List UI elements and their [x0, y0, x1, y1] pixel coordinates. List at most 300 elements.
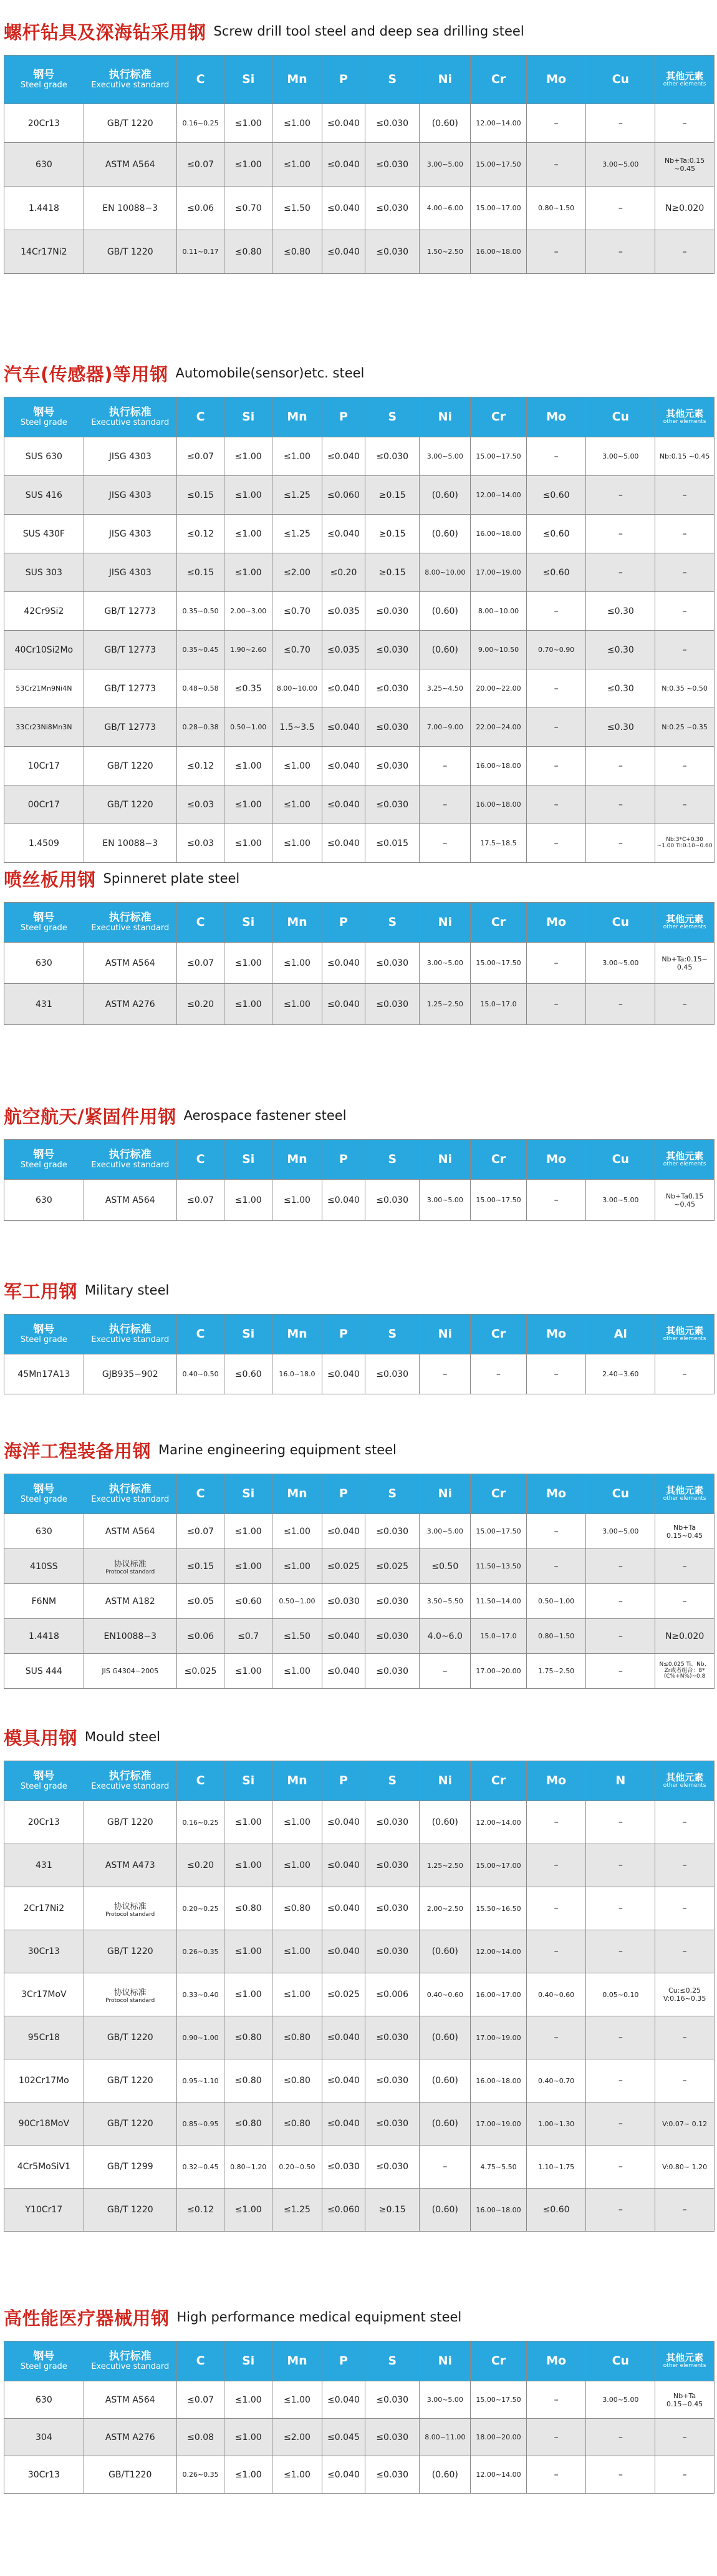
cell-standard: GJB935−902	[84, 1354, 176, 1394]
cell-s: ≤0.030	[365, 1930, 420, 1973]
cell-cu: –	[586, 187, 655, 230]
cell-other-elements: N≤0.025 Ti、Nb、Zr或者组合：8*(C%+N%)~0.8	[655, 1654, 715, 1689]
cell-s: ≤0.030	[365, 1180, 420, 1221]
cell-mo: –	[526, 592, 586, 631]
cell-mo: 0.80~1.50	[526, 1619, 586, 1654]
header-grade	[4, 56, 84, 104]
cell-mn: ≤1.00	[272, 437, 322, 476]
cell-standard	[84, 1549, 176, 1584]
cell-si: ≤1.00	[224, 1180, 272, 1221]
cell-standard: JISG 4303	[84, 515, 176, 553]
cell-mn: ≤1.00	[272, 2456, 322, 2494]
cell-p: ≤0.040	[322, 1887, 365, 1930]
cell-c: 0.26~0.35	[176, 1930, 224, 1973]
cell-other-elements: –	[655, 1801, 715, 1844]
cell-mo: ≤0.60	[526, 515, 586, 553]
header-element-n: N	[586, 1761, 655, 1801]
cell-n: –	[586, 2059, 655, 2102]
cell-standard: EN 10088−3	[84, 824, 176, 863]
cell-mo: 1.10~1.75	[526, 2146, 586, 2189]
composition-table	[4, 397, 715, 863]
cell-mn: ≤0.70	[272, 631, 322, 669]
cell-cr: 15.00~17.50	[471, 1514, 526, 1549]
cell-cr: –	[471, 1354, 526, 1394]
cell-n: –	[586, 2189, 655, 2232]
header-standard	[84, 1315, 176, 1354]
cell-grade: 10Cr17	[4, 747, 84, 785]
cell-si: ≤0.80	[224, 2059, 272, 2102]
header-element-s: S	[365, 56, 420, 104]
cell-si: ≤0.35	[224, 669, 272, 708]
cell-c: 0.16~0.25	[176, 104, 224, 143]
cell-c: 0.33~0.40	[176, 1973, 224, 2016]
cell-si: ≤1.00	[224, 1801, 272, 1844]
cell-mn: ≤1.00	[272, 143, 322, 187]
cell-n: –	[586, 1801, 655, 1844]
cell-mo: ≤0.60	[526, 553, 586, 592]
cell-other-elements: Nb+Ta 0.15~0.45	[655, 2381, 715, 2419]
cell-cr: 17.00~19.00	[471, 2016, 526, 2059]
cell-al: 2.40~3.60	[586, 1354, 655, 1394]
cell-standard: GB/T 1220	[84, 104, 176, 143]
cell-s: ≤0.030	[365, 631, 420, 669]
table-header-row	[4, 1761, 715, 1801]
cell-standard	[84, 1973, 176, 2016]
section-title-cn: 军工用钢	[4, 1280, 78, 1302]
cell-standard: GB/T 12773	[84, 592, 176, 631]
cell-mo: –	[526, 785, 586, 824]
cell-c: ≤0.07	[176, 2381, 224, 2419]
cell-ni: (0.60)	[420, 631, 471, 669]
header-element-c: C	[176, 903, 224, 943]
cell-ni: (0.60)	[420, 476, 471, 515]
cell-p: ≤0.040	[322, 2059, 365, 2102]
cell-c: 0.26~0.35	[176, 2456, 224, 2494]
table-row	[4, 708, 715, 747]
header-other-en: other elements	[663, 923, 706, 930]
table-row	[4, 2146, 715, 2189]
cell-mo: –	[526, 1354, 586, 1394]
cell-si: 0.50~1.00	[224, 708, 272, 747]
cell-mo: 0.50~1.00	[526, 1584, 586, 1619]
header-element-mn: Mn	[272, 1761, 322, 1801]
cell-mo: 0.80~1.50	[526, 187, 586, 230]
header-element-s: S	[365, 1315, 420, 1354]
cell-c: 0.95~1.10	[176, 2059, 224, 2102]
header-other-en: other elements	[663, 1160, 706, 1167]
header-standard-en: Executive standard	[91, 923, 170, 933]
header-grade-en: Steel grade	[20, 1494, 67, 1504]
cell-mn: ≤0.70	[272, 592, 322, 631]
cell-other-elements: N:0.25 ~0.35	[655, 708, 715, 747]
cell-grade: 1.4509	[4, 824, 84, 863]
cell-p: ≤0.035	[322, 631, 365, 669]
section-title-cn: 高性能医疗器械用钢	[4, 2307, 170, 2329]
section-title-en: High performance medical equipment steel	[176, 2310, 462, 2325]
cell-cr: 15.00~17.50	[471, 943, 526, 984]
cell-cr: 12.00~14.00	[471, 1801, 526, 1844]
table-row	[4, 1654, 715, 1689]
cell-mn: ≤1.00	[272, 2381, 322, 2419]
cell-si: ≤1.00	[224, 747, 272, 785]
cell-p: ≤0.040	[322, 2016, 365, 2059]
cell-cr: 12.00~14.00	[471, 2456, 526, 2494]
cell-s: ≤0.025	[365, 1549, 420, 1584]
cell-other-elements: –	[655, 230, 715, 274]
cell-cu: –	[586, 1619, 655, 1654]
header-standard	[84, 1761, 176, 1801]
cell-mo: 1.00~1.30	[526, 2102, 586, 2146]
cell-c: ≤0.05	[176, 1584, 224, 1619]
cell-standard: ASTM A564	[84, 1180, 176, 1221]
table-row	[4, 515, 715, 553]
cell-mn: ≤1.00	[272, 1930, 322, 1973]
cell-grade: 2Cr17Ni2	[4, 1887, 84, 1930]
cell-other-elements: –	[655, 1354, 715, 1394]
header-other-cn: 其他元素	[666, 1324, 704, 1336]
cell-ni: 8.00~10.00	[420, 553, 471, 592]
cell-c: ≤0.08	[176, 2419, 224, 2456]
cell-other-elements: Nb:3*C+0.30 ~1.00 Ti:0.10~0.60	[655, 824, 715, 863]
cell-c: ≤0.15	[176, 476, 224, 515]
section-title	[4, 361, 364, 386]
cell-si: ≤0.80	[224, 2102, 272, 2146]
cell-p: ≤0.040	[322, 437, 365, 476]
header-grade-en: Steel grade	[20, 1781, 67, 1791]
cell-ni: 4.00~6.00	[420, 187, 471, 230]
cell-si: ≤1.00	[224, 143, 272, 187]
cell-mn: ≤1.00	[272, 1844, 322, 1887]
header-element-c: C	[176, 1315, 224, 1354]
header-element-mo: Mo	[526, 2341, 586, 2381]
cell-mo: 1.75~2.50	[526, 1654, 586, 1689]
header-element-cr: Cr	[471, 2341, 526, 2381]
cell-standard	[84, 1887, 176, 1930]
cell-cu: –	[586, 1654, 655, 1689]
cell-p: ≤0.040	[322, 747, 365, 785]
header-other	[655, 56, 715, 104]
header-grade-en: Steel grade	[20, 417, 67, 427]
table-row	[4, 2102, 715, 2146]
section-title	[4, 1278, 169, 1303]
header-other-cn: 其他元素	[666, 1771, 704, 1783]
cell-si: ≤1.00	[224, 2419, 272, 2456]
cell-c: 0.48~0.58	[176, 669, 224, 708]
cell-si: ≤1.00	[224, 2189, 272, 2232]
cell-s: ≥0.15	[365, 553, 420, 592]
cell-cu: –	[586, 2419, 655, 2456]
cell-s: ≤0.030	[365, 1514, 420, 1549]
table-header-row	[4, 903, 715, 943]
cell-cr: 15.00~17.50	[471, 437, 526, 476]
cell-si: ≤1.00	[224, 2381, 272, 2419]
table-row	[4, 1887, 715, 1930]
cell-si: ≤0.70	[224, 187, 272, 230]
header-element-p: P	[322, 2341, 365, 2381]
cell-mo: –	[526, 143, 586, 187]
cell-standard: GB/T 1220	[84, 2016, 176, 2059]
standard-en: Protocol standard	[105, 1997, 155, 2004]
header-other-cn: 其他元素	[666, 407, 704, 419]
header-element-cr: Cr	[471, 1761, 526, 1801]
table-row	[4, 2381, 715, 2419]
cell-cr: 15.0~17.0	[471, 1619, 526, 1654]
cell-cr: 17.00~20.00	[471, 1654, 526, 1689]
cell-c: 0.85~0.95	[176, 2102, 224, 2146]
header-grade-cn: 钢号	[33, 68, 55, 81]
cell-ni: (0.60)	[420, 2016, 471, 2059]
cell-mn: 1.5~3.5	[272, 708, 322, 747]
header-element-cr: Cr	[471, 397, 526, 437]
cell-standard: GB/T1220	[84, 2456, 176, 2494]
cell-c: 0.16~0.25	[176, 1801, 224, 1844]
header-grade	[4, 1140, 84, 1180]
cell-cr: 16.00~18.00	[471, 785, 526, 824]
header-element-p: P	[322, 56, 365, 104]
header-element-cr: Cr	[471, 1474, 526, 1514]
cell-other-elements: –	[655, 2456, 715, 2494]
header-element-p: P	[322, 397, 365, 437]
cell-grade: 1.4418	[4, 187, 84, 230]
header-element-ni: Ni	[420, 397, 471, 437]
cell-s: ≤0.030	[365, 104, 420, 143]
cell-si: ≤1.00	[224, 437, 272, 476]
cell-p: ≤0.040	[322, 230, 365, 274]
cell-standard: JISG 4303	[84, 553, 176, 592]
header-other-cn: 其他元素	[666, 1150, 704, 1162]
cell-cr: 20.00~22.00	[471, 669, 526, 708]
cell-c: ≤0.12	[176, 515, 224, 553]
cell-other-elements: –	[655, 515, 715, 553]
header-grade-en: Steel grade	[20, 1160, 67, 1170]
cell-cu: –	[586, 104, 655, 143]
cell-other-elements: –	[655, 476, 715, 515]
header-element-s: S	[365, 1474, 420, 1514]
cell-mo: ≤0.60	[526, 476, 586, 515]
cell-p: ≤0.040	[322, 187, 365, 230]
section-title-cn: 航空航天/紧固件用钢	[4, 1106, 176, 1127]
cell-mn: 8.00~10.00	[272, 669, 322, 708]
table-row	[4, 104, 715, 143]
cell-mo: –	[526, 1844, 586, 1887]
cell-cu: –	[586, 2456, 655, 2494]
header-standard	[84, 903, 176, 943]
cell-grade: 410SS	[4, 1549, 84, 1584]
table-row	[4, 824, 715, 863]
header-grade	[4, 903, 84, 943]
cell-standard: GB/T 1220	[84, 747, 176, 785]
cell-grade: SUS 630	[4, 437, 84, 476]
cell-n: –	[586, 1930, 655, 1973]
cell-s: ≤0.030	[365, 669, 420, 708]
standard-cn: 协议标准	[113, 1560, 147, 1569]
cell-p: ≤0.045	[322, 2419, 365, 2456]
cell-c: ≤0.12	[176, 2189, 224, 2232]
cell-mo: –	[526, 669, 586, 708]
cell-mo: –	[526, 2381, 586, 2419]
cell-s: ≤0.030	[365, 747, 420, 785]
cell-cr: 12.00~14.00	[471, 476, 526, 515]
header-standard-cn: 执行标准	[108, 2350, 152, 2363]
cell-cu: 3.00~5.00	[586, 437, 655, 476]
cell-grade: SUS 430F	[4, 515, 84, 553]
cell-s: ≤0.030	[365, 984, 420, 1025]
cell-si: ≤1.00	[224, 553, 272, 592]
cell-mn: 0.20~0.50	[272, 2146, 322, 2189]
composition-table	[4, 1474, 715, 1689]
cell-cr: 11.50~14.00	[471, 1584, 526, 1619]
cell-ni: 0.40~0.60	[420, 1973, 471, 2016]
cell-cr: 18.00~20.00	[471, 2419, 526, 2456]
cell-s: ≥0.15	[365, 2189, 420, 2232]
table-row	[4, 476, 715, 515]
cell-cu: 3.00~5.00	[586, 1180, 655, 1221]
cell-mo: 0.40~0.70	[526, 2059, 586, 2102]
header-element-mo: Mo	[526, 397, 586, 437]
header-grade-en: Steel grade	[20, 1334, 67, 1344]
table-row	[4, 187, 715, 230]
cell-grade: 20Cr13	[4, 1801, 84, 1844]
cell-s: ≥0.15	[365, 476, 420, 515]
cell-ni: 3.00~5.00	[420, 143, 471, 187]
cell-s: ≤0.030	[365, 1887, 420, 1930]
cell-s: ≤0.030	[365, 1801, 420, 1844]
cell-ni: (0.60)	[420, 2189, 471, 2232]
header-element-ni: Ni	[420, 1474, 471, 1514]
section-title-en: Marine engineering equipment steel	[158, 1442, 397, 1457]
cell-ni: (0.60)	[420, 104, 471, 143]
header-element-cu: Cu	[586, 1474, 655, 1514]
cell-grade: 630	[4, 1514, 84, 1549]
cell-cr: 15.50~16.50	[471, 1887, 526, 1930]
cell-ni: ≤0.50	[420, 1549, 471, 1584]
cell-mn: ≤0.80	[272, 2059, 322, 2102]
cell-other-elements: –	[655, 553, 715, 592]
cell-p: ≤0.040	[322, 785, 365, 824]
cell-c: ≤0.12	[176, 747, 224, 785]
cell-s: ≤0.030	[365, 1584, 420, 1619]
header-standard-en: Executive standard	[91, 417, 170, 427]
cell-other-elements: N:0.35 ~0.50	[655, 669, 715, 708]
header-other	[655, 1140, 715, 1180]
cell-cr: 4.75~5.50	[471, 2146, 526, 2189]
cell-grade: 630	[4, 1180, 84, 1221]
cell-other-elements: –	[655, 1887, 715, 1930]
header-grade-en: Steel grade	[20, 80, 67, 90]
header-element-si: Si	[224, 1140, 272, 1180]
cell-c: ≤0.15	[176, 553, 224, 592]
header-element-c: C	[176, 397, 224, 437]
cell-p: ≤0.040	[322, 1619, 365, 1654]
cell-si: ≤0.60	[224, 1354, 272, 1394]
cell-grade: F6NM	[4, 1584, 84, 1619]
cell-c: 0.20~0.25	[176, 1887, 224, 1930]
header-standard-en: Executive standard	[91, 1334, 170, 1344]
header-element-mo: Mo	[526, 1140, 586, 1180]
table-row	[4, 984, 715, 1025]
cell-standard: GB/T 12773	[84, 708, 176, 747]
cell-mo: –	[526, 1549, 586, 1584]
cell-grade: SUS 416	[4, 476, 84, 515]
cell-mo: –	[526, 1801, 586, 1844]
cell-p: ≤0.040	[322, 515, 365, 553]
cell-p: ≤0.040	[322, 1930, 365, 1973]
cell-cr: 17.00~19.00	[471, 553, 526, 592]
cell-cu: 3.00~5.00	[586, 143, 655, 187]
cell-s: ≤0.030	[365, 2146, 420, 2189]
cell-p: ≤0.040	[322, 1514, 365, 1549]
header-element-s: S	[365, 397, 420, 437]
cell-mn: ≤2.00	[272, 2419, 322, 2456]
composition-table	[4, 55, 715, 274]
section-title-cn: 喷丝板用钢	[4, 868, 96, 890]
cell-grade: 1.4418	[4, 1619, 84, 1654]
cell-other-elements: –	[655, 1930, 715, 1973]
cell-cr: 17.00~19.00	[471, 2102, 526, 2146]
header-standard-en: Executive standard	[91, 1494, 170, 1504]
cell-standard: JISG 4303	[84, 476, 176, 515]
header-element-p: P	[322, 1474, 365, 1514]
cell-s: ≤0.030	[365, 2456, 420, 2494]
standard-en: Protocol standard	[105, 1911, 155, 1918]
cell-other-elements: –	[655, 747, 715, 785]
cell-p: ≤0.040	[322, 943, 365, 984]
header-element-cr: Cr	[471, 903, 526, 943]
header-element-mn: Mn	[272, 1315, 322, 1354]
cell-si: ≤1.00	[224, 1514, 272, 1549]
cell-si: ≤1.00	[224, 1930, 272, 1973]
cell-grade: 00Cr17	[4, 785, 84, 824]
cell-p: ≤0.060	[322, 2189, 365, 2232]
cell-ni: 1.25~2.50	[420, 984, 471, 1025]
cell-mn: ≤0.80	[272, 230, 322, 274]
cell-standard: EN 10088−3	[84, 187, 176, 230]
cell-cu: 3.00~5.00	[586, 1514, 655, 1549]
cell-ni: (0.60)	[420, 1930, 471, 1973]
cell-grade: 431	[4, 984, 84, 1025]
cell-grade: 30Cr13	[4, 2456, 84, 2494]
cell-mo: –	[526, 984, 586, 1025]
cell-c: 0.40~0.50	[176, 1354, 224, 1394]
header-element-ni: Ni	[420, 1140, 471, 1180]
cell-other-elements: –	[655, 984, 715, 1025]
cell-mo: –	[526, 824, 586, 863]
header-other	[655, 397, 715, 437]
cell-standard: ASTM A564	[84, 1514, 176, 1549]
cell-grade: 3Cr17MoV	[4, 1973, 84, 2016]
cell-cu: –	[586, 785, 655, 824]
cell-mn: 16.0~18.0	[272, 1354, 322, 1394]
cell-mn: ≤1.25	[272, 2189, 322, 2232]
cell-grade: 14Cr17Ni2	[4, 230, 84, 274]
cell-ni: –	[420, 785, 471, 824]
header-other-en: other elements	[663, 1335, 706, 1342]
cell-ni: (0.60)	[420, 2102, 471, 2146]
header-grade-cn: 钢号	[33, 1323, 55, 1336]
header-grade-en: Steel grade	[20, 923, 67, 933]
header-element-si: Si	[224, 1474, 272, 1514]
header-element-p: P	[322, 1761, 365, 1801]
cell-mn: ≤1.00	[272, 1180, 322, 1221]
cell-mo: –	[526, 747, 586, 785]
cell-grade: SUS 303	[4, 553, 84, 592]
cell-cr: 22.00~24.00	[471, 708, 526, 747]
cell-standard: GB/T 1299	[84, 2146, 176, 2189]
cell-grade: 40Cr10Si2Mo	[4, 631, 84, 669]
header-other	[655, 1315, 715, 1354]
header-element-s: S	[365, 1761, 420, 1801]
cell-ni: 3.25~4.50	[420, 669, 471, 708]
